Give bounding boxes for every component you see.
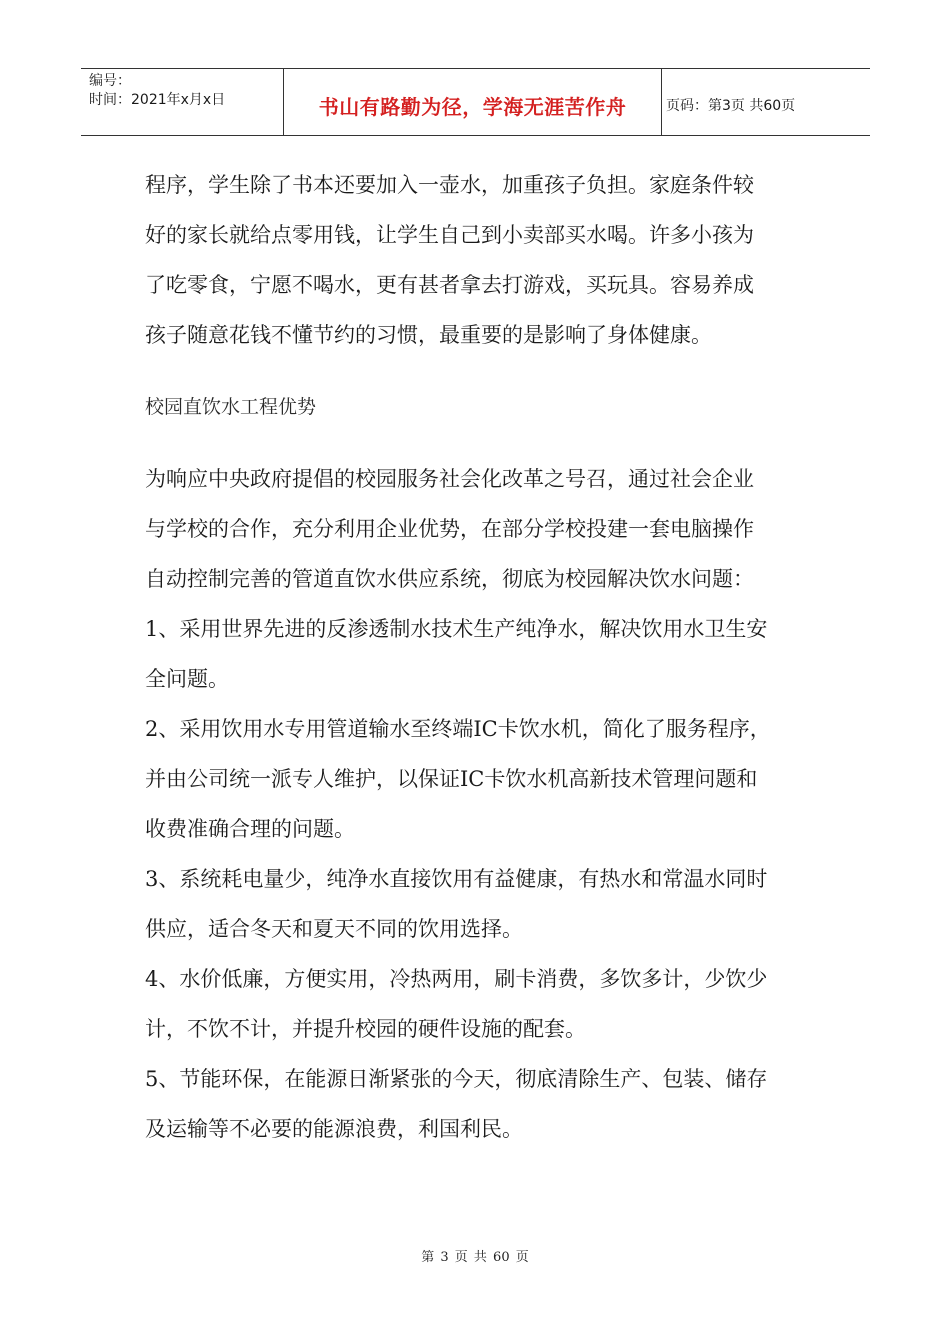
header-page-info: 页码：第3页 共60页 [666, 98, 796, 114]
list-item-line: 5、节能环保，在能源日渐紧张的今天，彻底清除生产、包装、储存 [145, 1067, 768, 1091]
list-item-line: 收费准确合理的问题。 [145, 817, 355, 841]
main-paragraph [145, 454, 825, 1154]
page-header [81, 68, 870, 136]
list-item-line: 及运输等不必要的能源浪费，利国利民。 [145, 1117, 523, 1141]
document-body [145, 160, 825, 1154]
document-number-label: 编号： [89, 73, 131, 89]
list-item-line: 1、采用世界先进的反渗透制水技术生产纯净水，解决饮用水卫生安 [145, 617, 768, 641]
list-item-line: 供应，适合冬天和夏天不同的饮用选择。 [145, 917, 523, 941]
text-line: 了吃零食，宁愿不喝水，更有甚者拿去打游戏，买玩具。容易养成 [145, 273, 754, 297]
list-item-line: 2、采用饮用水专用管道输水至终端IC卡饮水机，简化了服务程序， [145, 717, 771, 741]
header-meta-cell [81, 69, 284, 135]
text-line: 好的家长就给点零用钱，让学生自己到小卖部买水喝。许多小孩为 [145, 223, 754, 247]
header-motto: 书山有路勤为径，学海无涯苦作舟 [318, 94, 627, 119]
list-item-line: 全问题。 [145, 667, 229, 691]
text-line: 程序，学生除了书本还要加入一壶水，加重孩子负担。家庭条件较 [145, 173, 754, 197]
header-motto-cell [284, 69, 662, 135]
header-page-info-cell [662, 69, 870, 135]
document-time-label: 时间：2021年x月x日 [89, 92, 226, 108]
list-item-line: 4、水价低廉，方便实用，冷热两用，刷卡消费，多饮多计，少饮少 [145, 967, 768, 991]
text-line: 与学校的合作，充分利用企业优势，在部分学校投建一套电脑操作 [145, 517, 754, 541]
list-item-line: 并由公司统一派专人维护，以保证IC卡饮水机高新技术管理问题和 [145, 767, 758, 791]
text-line: 孩子随意花钱不懂节约的习惯，最重要的是影响了身体健康。 [145, 323, 712, 347]
page-footer: 第 3 页 共 60 页 [421, 1250, 529, 1265]
text-line: 自动控制完善的管道直饮水供应系统，彻底为校园解决饮水问题： [145, 567, 754, 591]
list-item-line: 计，不饮不计，并提升校园的硬件设施的配套。 [145, 1017, 586, 1041]
intro-paragraph [145, 160, 825, 360]
list-item-line: 3、系统耗电量少，纯净水直接饮用有益健康，有热水和常温水同时 [145, 867, 768, 891]
section-heading: 校园直饮水工程优势 [145, 396, 317, 418]
text-line: 为响应中央政府提倡的校园服务社会化改革之号召，通过社会企业 [145, 467, 754, 491]
